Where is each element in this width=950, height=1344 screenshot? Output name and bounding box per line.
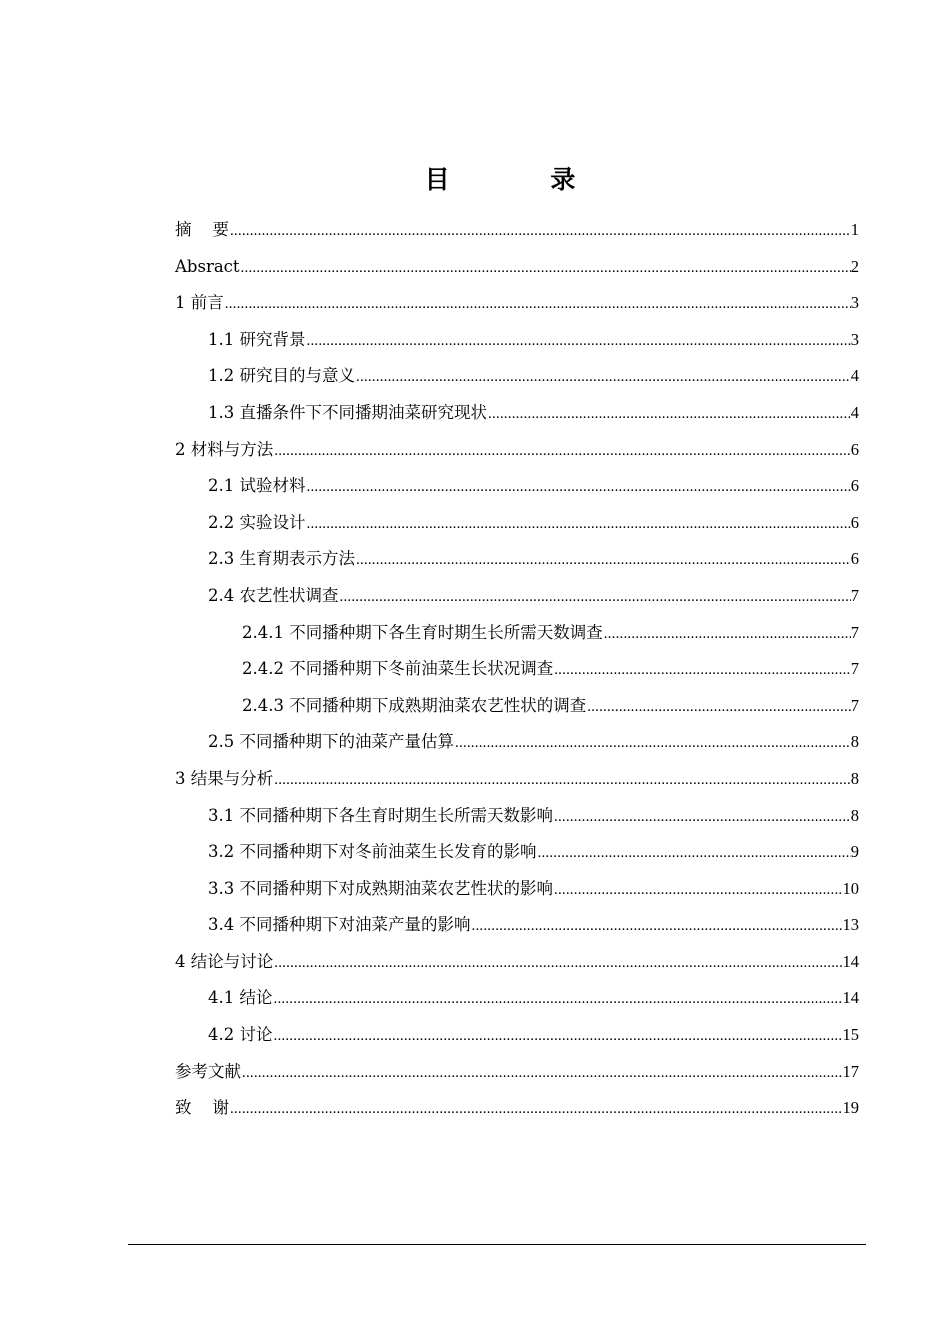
toc-entry-page: 8 — [850, 805, 859, 825]
toc-entry-page: 7 — [850, 622, 859, 642]
toc-entry[interactable] — [175, 1054, 859, 1091]
toc-entry-label: 3.1 不同播种期下各生育时期生长所需天数影响 — [208, 805, 553, 825]
toc-entry-label: 4 结论与讨论 — [175, 951, 274, 971]
toc-leader-dots — [274, 1018, 843, 1055]
toc-entry[interactable] — [175, 688, 859, 725]
toc-leader-dots — [554, 872, 843, 909]
toc-entry-page: 3 — [850, 329, 859, 349]
toc-entry-label: 1 前言 — [175, 293, 224, 313]
toc-leader-dots — [230, 213, 851, 250]
toc-entry-page: 7 — [850, 659, 859, 679]
toc-entry[interactable] — [175, 468, 859, 505]
toc-entry-page: 9 — [850, 842, 859, 862]
toc-leader-dots — [488, 396, 851, 433]
toc-leader-dots — [356, 542, 851, 579]
toc-leader-dots — [587, 689, 851, 726]
toc-entry-page: 1 — [850, 220, 859, 239]
toc-entry-label: 1.3 直播条件下不同播期油菜研究现状 — [208, 402, 487, 422]
toc-entry[interactable] — [175, 724, 859, 761]
toc-leader-dots — [554, 652, 851, 689]
toc-entry-page: 2 — [850, 256, 859, 276]
toc-entry-page: 4 — [850, 402, 859, 422]
toc-entry-label: 2.4.1 不同播种期下各生育时期生长所需天数调查 — [242, 622, 603, 642]
toc-entry[interactable] — [175, 212, 859, 249]
toc-entry-label: 3.4 不同播种期下对油菜产量的影响 — [208, 915, 471, 935]
toc-entry-page: 14 — [842, 951, 859, 971]
toc-entry-label: 参考文献 — [175, 1061, 241, 1081]
toc-entry[interactable] — [175, 907, 859, 944]
toc-entry-page: 8 — [850, 732, 859, 752]
toc-entry-page: 14 — [842, 988, 859, 1008]
toc-leader-dots — [472, 908, 843, 945]
toc-entry[interactable] — [175, 358, 859, 395]
toc-entry-label: 4.1 结论 — [208, 988, 273, 1008]
toc-entry[interactable] — [175, 1090, 859, 1127]
toc-entry-page: 10 — [842, 878, 859, 898]
toc-entry[interactable] — [175, 651, 859, 688]
toc-entry-label: 2.4.2 不同播种期下冬前油菜生长状况调查 — [242, 659, 554, 679]
toc-entry-label: 2.5 不同播种期下的油菜产量估算 — [208, 732, 454, 752]
toc-entry-page: 7 — [850, 695, 859, 715]
toc-leader-dots — [307, 469, 851, 506]
toc-leader-dots — [230, 1091, 843, 1128]
toc-leader-dots — [274, 945, 842, 982]
toc-entry-page: 7 — [850, 585, 859, 605]
toc-entry-label: Absract — [175, 256, 240, 276]
toc-entry[interactable] — [175, 615, 859, 652]
toc-entry-page: 6 — [850, 549, 859, 569]
toc-leader-dots — [225, 286, 851, 323]
toc-entry[interactable] — [175, 285, 859, 322]
toc-entry-label: 4.2 讨论 — [208, 1025, 273, 1045]
toc-leader-dots — [242, 1055, 843, 1092]
toc-leader-dots — [604, 616, 851, 653]
toc-entry-label: 致 谢 — [175, 1098, 229, 1118]
toc-entry[interactable] — [175, 249, 859, 286]
toc-entry-page: 6 — [850, 439, 859, 459]
toc-entry-label: 2.1 试验材料 — [208, 476, 306, 496]
toc-entry-label: 3.3 不同播种期下对成熟期油菜农艺性状的影响 — [208, 878, 553, 898]
toc-leader-dots — [241, 250, 851, 287]
toc-leader-dots — [538, 835, 851, 872]
toc-title: 目 录 — [424, 165, 622, 194]
toc-leader-dots — [274, 433, 851, 470]
toc-leader-dots — [340, 579, 851, 616]
toc-entry-page: 6 — [850, 476, 859, 496]
toc-entry[interactable] — [175, 541, 859, 578]
toc-entry[interactable] — [175, 395, 859, 432]
toc-entry[interactable] — [175, 944, 859, 981]
toc-entry-page: 6 — [850, 512, 859, 532]
toc-entry-label: 摘 要 — [175, 220, 229, 239]
toc-entry-page: 15 — [842, 1025, 859, 1045]
toc-entry[interactable] — [175, 1017, 859, 1054]
toc-entry-label: 1.2 研究目的与意义 — [208, 366, 355, 386]
toc-leader-dots — [356, 359, 851, 396]
toc-entry[interactable] — [175, 761, 859, 798]
toc-leader-dots — [307, 323, 851, 360]
toc-entry-page: 13 — [842, 915, 859, 935]
toc-entry-page: 4 — [850, 366, 859, 386]
toc-entry-label: 2.3 生育期表示方法 — [208, 549, 355, 569]
toc-entry[interactable] — [175, 322, 859, 359]
toc-entry[interactable] — [175, 432, 859, 469]
toc-entry-page: 3 — [850, 293, 859, 313]
toc-leader-dots — [274, 981, 843, 1018]
toc-entry[interactable] — [175, 505, 859, 542]
toc-leader-dots — [307, 506, 851, 543]
toc-entry-page: 19 — [842, 1098, 859, 1118]
toc-entry[interactable] — [175, 871, 859, 908]
toc-entry[interactable] — [175, 980, 859, 1017]
toc-leader-dots — [455, 725, 851, 762]
toc-entry-page: 8 — [850, 768, 859, 788]
toc-entry[interactable] — [175, 834, 859, 871]
toc-entry-label: 1.1 研究背景 — [208, 329, 306, 349]
toc-list — [175, 212, 859, 1127]
toc-entry-page: 17 — [842, 1061, 859, 1081]
toc-entry-label: 2.4 农艺性状调查 — [208, 585, 339, 605]
toc-entry-label: 3.2 不同播种期下对冬前油菜生长发育的影响 — [208, 842, 537, 862]
toc-entry-label: 2 材料与方法 — [175, 439, 274, 459]
toc-entry-label: 2.2 实验设计 — [208, 512, 306, 532]
toc-leader-dots — [554, 799, 851, 836]
toc-entry[interactable] — [175, 578, 859, 615]
toc-entry[interactable] — [175, 798, 859, 835]
toc-entry-label: 3 结果与分析 — [175, 768, 274, 788]
toc-leader-dots — [274, 762, 851, 799]
toc-entry-label: 2.4.3 不同播种期下成熟期油菜农艺性状的调查 — [242, 695, 587, 715]
footer-rule — [128, 1244, 866, 1245]
